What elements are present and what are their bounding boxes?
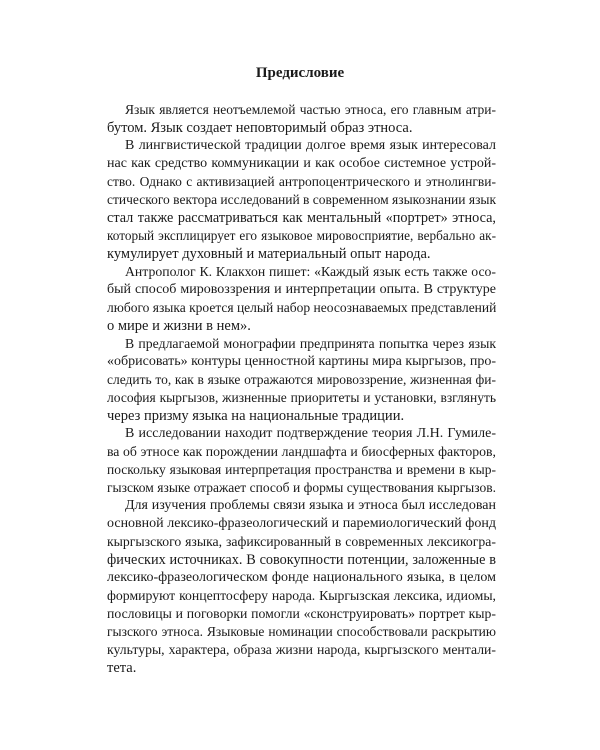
text-line: бый способ мировоззрения и интерпретации опыта. В структуре [107,282,496,297]
text-line: формируют концептосферу народа. Кыргызская лексика, идиомы, [107,588,496,603]
text-line: стического вектора исследований в современном языкознании язык [107,192,497,207]
text-line: о мире и жизни в нем». [107,318,251,334]
text-line: кумулирует духовный и материальный опыт народа. [107,246,431,262]
text-line: через призму языка на национальные традиции. [107,408,405,424]
text-line: пословицы и поговорки помогли «сконструировать» портрет кыр- [107,606,496,621]
text-line: ва об этносе как порождении ландшафта и биосферных факторов, [107,444,496,459]
text-line: Для изучения проблемы связи языка и этноса был исследован [125,498,496,513]
text-line: В лингвистической традиции долгое время язык интересовал [125,138,496,153]
text-line: «обрисовать» контуры ценностной картины мира кыргызов, про- [107,354,496,369]
text-line: В предлагаемой монографии предпринята попытка через язык [125,336,496,351]
text-line: гызском языке отражает способ и формы существования кыргызов. [107,480,496,495]
text-line: поскольку языковая интерпретация пространства и времени в кыр- [107,462,496,477]
text-line: основной лексико-фразеологический и паремиологический фонд [107,516,496,531]
text-line: нас как средство коммуникации и как особое системное устрой- [107,156,496,171]
text-line: любого языка кроется целый набор неосознаваемых представлений [107,300,497,315]
text-line: гызского этноса. Языковые номинации способствовали раскрытию [107,624,496,639]
text-line: кыргызского языка, зафиксированный в современных лексикогра- [107,534,496,549]
text-line: тета. [107,660,137,676]
text-line: В исследовании находит подтверждение теория Л.Н. Гумиле- [125,426,496,441]
text-line: Язык является неотъемлемой частью этноса, его главным атри- [125,102,496,117]
text-line: бутом. Язык создает неповторимый образ этноса. [107,120,413,136]
page-title: Предисловие [255,65,345,81]
text-line: стал также рассматриваться как ментальный «портрет» этноса, [107,210,496,226]
text-line: лософия кыргызов, жизненные приоритеты и установки, взглянуть [107,390,496,405]
text-line: лексико-фразеологическом фонде национального языка, в целом [107,570,496,585]
text-line: культуры, характера, образа жизни народа, кыргызского ментали- [107,642,496,657]
text-line: ство. Однако с активизацией антропоцентрического и этнолингви- [107,174,496,189]
text-line: который эксплицирует его языковое мировосприятие, вербально ак- [107,228,496,243]
text-line: следить то, как в языке отражаются мировоззрение, жизненная фи- [107,372,496,387]
text-line: Антрополог К. Клакхон пишет: «Каждый язык есть также осо- [125,264,496,279]
text-line: фических источниках. В совокупности потенции, заложенные в [107,552,496,568]
